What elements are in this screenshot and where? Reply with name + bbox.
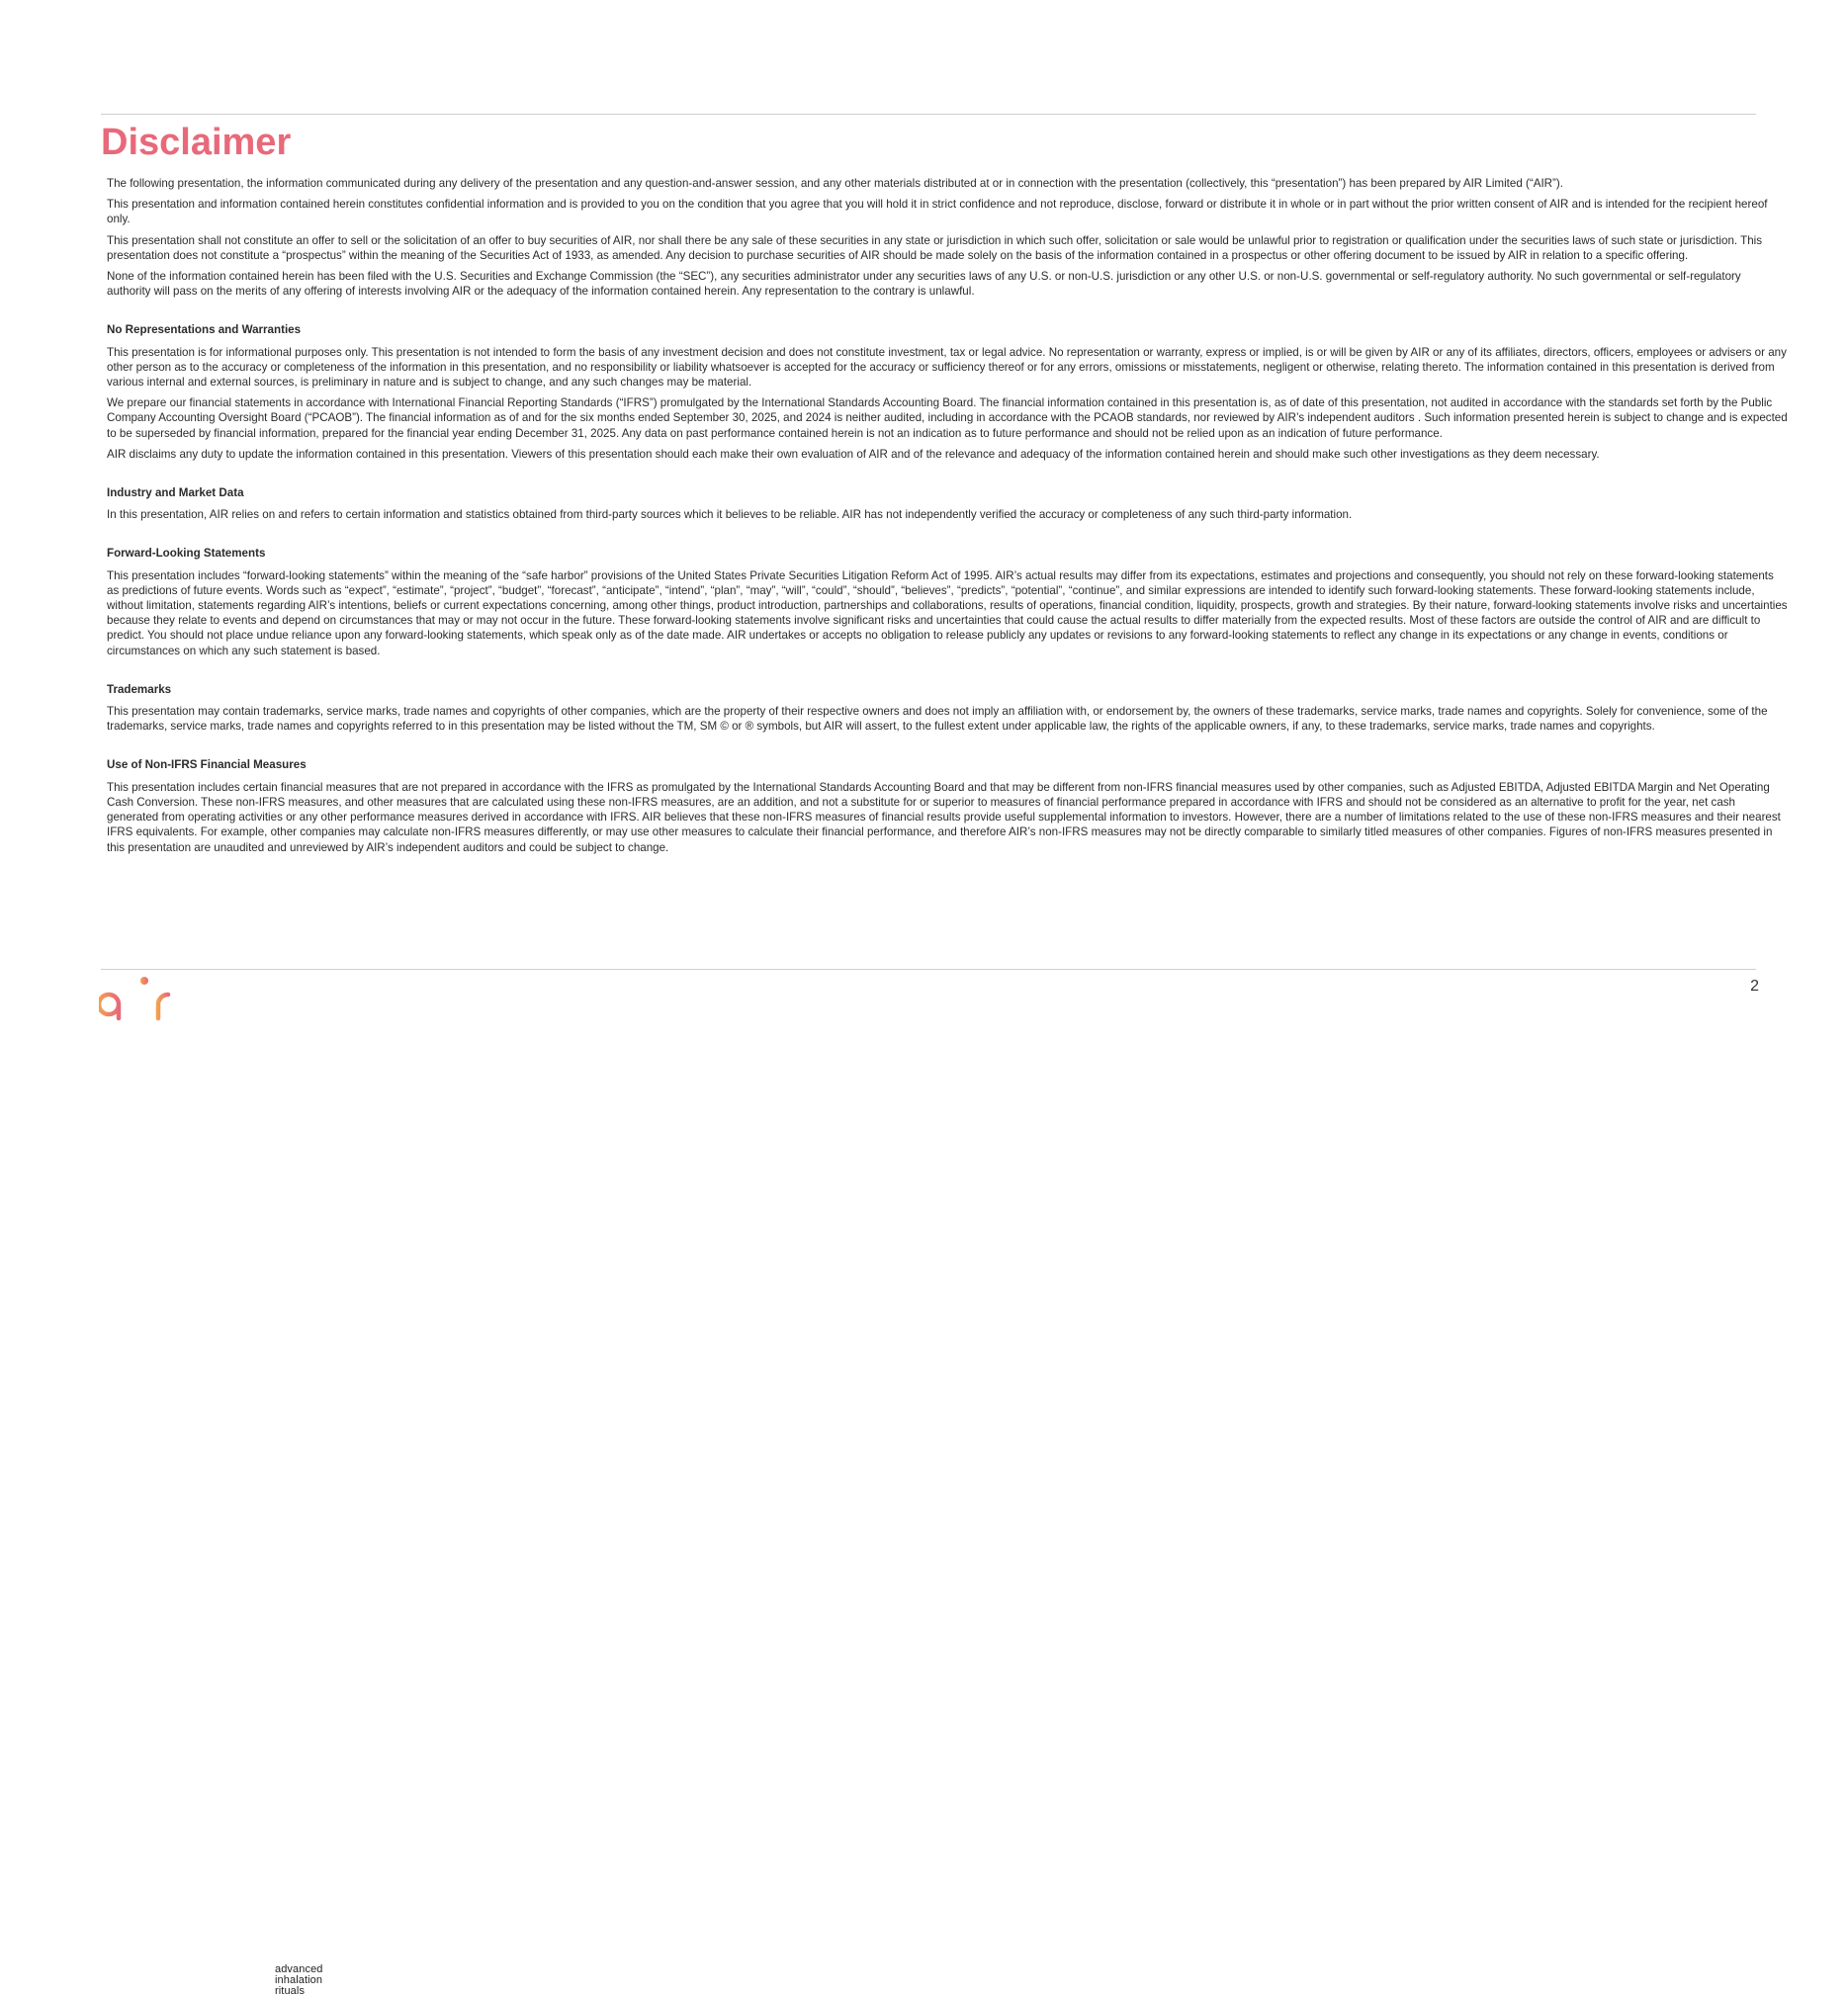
- section-industry-market-data: [107, 485, 1788, 522]
- section-heading: No Representations and Warranties: [107, 323, 302, 337]
- logo-tagline-line: advanced: [275, 1963, 323, 1975]
- bottom-divider: [101, 969, 1756, 970]
- section-heading: Use of Non-IFRS Financial Measures: [107, 758, 307, 772]
- section-paragraph: We prepare our financial statements in accordance with International Financial Reporting Standards (“IFRS”) promulgated by the International Standards Accounting Board. The financial information contained in this presentation is, as of date of this presentation, not audited in accordance with the standards set forth by the Public Company Accounting Oversight Board (“PCAOB”). The financial information as of and for the six months ended September 30, 2025, and 2024 is neither audited, including in accordance with the PCAOB standards, nor reviewed by AIR’s independent auditors . Such information presented herein is subject to change and is expected to be superseded by financial information, prepared for the financial year ending December 31, 2025. Any data on past performance contained herein is not an indication as to future performance and should not be relied upon as an indication of future performance.: [107, 396, 1788, 440]
- section-heading: Industry and Market Data: [107, 486, 244, 500]
- section-paragraph: AIR disclaims any duty to update the information contained in this presentation. Viewers of this presentation should each make their own evaluation of AIR and of the relevance and adequacy of the information contained herein and should make such other investigations as they deem necessary.: [107, 447, 1600, 461]
- page-title: Disclaimer: [101, 122, 292, 163]
- section-heading: Trademarks: [107, 682, 172, 696]
- intro-paragraph: None of the information contained herein has been filed with the U.S. Securities and Exchange Commission (the “SEC”), any securities administrator under any securities laws of any U.S. or non-U.S. jurisdiction or any other U.S. or non-U.S. governmental or self-regulatory authority. No such governmental or self-regulatory authority will pass on the merits of any offering of interests involving AIR or the adequacy of the information contained herein. Any representation to the contrary is unlawful.: [107, 270, 1741, 299]
- section-non-ifrs: [107, 757, 1788, 854]
- logo-tagline-line: inhalation: [275, 1974, 323, 1986]
- air-logo: [99, 975, 323, 1997]
- section-paragraph: This presentation is for informational purposes only. This presentation is not intended to form the basis of any investment decision and does not constitute investment, tax or legal advice. No representation or warranty, express or implied, is or will be given by AIR or any of its affiliates, directors, officers, employees or advisers or any other person as to the accuracy or completeness of the information in this presentation, and no responsibility or liability whatsoever is accepted for the accuracy or sufficiency thereof or for any errors, omissions or misstatements, negligent or otherwise, relating thereto. The information contained in this presentation is derived from various internal and external sources, is preliminary in nature and is subject to change, and any such changes may be material.: [107, 345, 1787, 390]
- section-trademarks: [107, 682, 1788, 735]
- logo-tagline-line: rituals: [275, 1985, 306, 1997]
- section-forward-looking: [107, 546, 1788, 657]
- intro-paragraph: This presentation shall not constitute an offer to sell or the solicitation of an offer to buy securities of AIR, nor shall there be any sale of these securities in any state or jurisdiction in which such offer, solicitation or sale would be unlawful prior to registration or qualification under the securities laws of such state or jurisdiction. This presentation does not constitute a “prospectus” within the meaning of the Securities Act of 1933, as amended. Any decision to purchase securities of AIR should be made solely on the basis of the information contained in a prospectus or other offering document to be issued by AIR in relation to a specific offering.: [107, 233, 1763, 262]
- section-paragraph: This presentation includes “forward-looking statements” within the meaning of the “safe harbor” provisions of the United States Private Securities Litigation Reform Act of 1995. AIR’s actual results may differ from its expectations, estimates and projections and consequently, you should not rely on these forward-looking statements as predictions of future events. Words such as “expect”, “estimate”, “project”, “budget”, “forecast”, “anticipate”, “intend”, “plan”, “may”, “will”, “could”, “should”, “believes”, “predicts”, “potential”, “continue”, and similar expressions are intended to identify such forward-looking statements. These forward-looking statements include, without limitation, statements regarding AIR’s intentions, beliefs or current expectations concerning, among other things, product introduction, partnerships and collaborations, results of operations, financial condition, liquidity, prospects, growth and strategies. By their nature, forward-looking statements involve risks and uncertainties because they relate to events and depend on circumstances that may or may not occur in the future. These forward-looking statements involve significant risks and uncertainties that could cause the actual results to differ materially from the expected results. Most of these factors are outside the control of AIR and are difficult to predict. You should not place undue reliance upon any forward-looking statements, which speak only as of the date made. AIR undertakes or accepts no obligation to release publicly any updates or revisions to any forward-looking statements to reflect any change in its expectations or any change in events, conditions or circumstances on which any such statement is based.: [107, 568, 1788, 657]
- section-paragraph: In this presentation, AIR relies on and refers to certain information and statistics obtained from third-party sources which it believes to be reliable. AIR has not independently verified the accuracy or completeness of any such third-party information.: [107, 508, 1353, 522]
- logo-tagline: [275, 1964, 323, 1997]
- section-heading: Forward-Looking Statements: [107, 547, 266, 561]
- section-no-representations: [107, 322, 1788, 462]
- disclaimer-body: [107, 176, 1788, 861]
- intro-block: [107, 176, 1788, 299]
- section-paragraph: This presentation may contain trademarks, service marks, trade names and copyrights of other companies, which are the property of their respective owners and does not imply an affiliation with, or endorsement by, the owners of these trademarks, service marks, trade names and copyrights. Solely for convenience, some of the trademarks, service marks, trade names and copyrights referred to in this presentation may be listed without the TM, SM © or ® symbols, but AIR will assert, to the fullest extent under applicable law, the rights of the applicable owners, if any, to these trademarks, service marks, trade names and copyrights.: [107, 705, 1768, 734]
- intro-paragraph: The following presentation, the information communicated during any delivery of the presentation and any question-and-answer session, and any other materials distributed at or in connection with the presentation (collectively, this “presentation”) has been prepared by AIR Limited (“AIR”).: [107, 177, 1563, 190]
- top-divider: [101, 114, 1756, 115]
- intro-paragraph: This presentation and information contained herein constitutes confidential information and is provided to you on the condition that you agree that you will hold it in strict confidence and not reproduce, disclose, forward or distribute it in whole or in part without the prior written consent of AIR and is intended for the recipient hereof only.: [107, 198, 1768, 226]
- page-number: 2: [1750, 978, 1759, 995]
- air-logo-mark: [99, 975, 178, 1024]
- section-paragraph: This presentation includes certain financial measures that are not prepared in accordance with the IFRS as promulgated by the International Standards Accounting Board and that may be different from non-IFRS financial measures used by other companies, such as Adjusted EBITDA, Adjusted EBITDA Margin and Net Operating Cash Conversion. These non-IFRS measures, and other measures that are calculated using these non-IFRS measures, are an addition, and not a substitute for or superior to measures of financial performance prepared in accordance with IFRS and should not be considered as an alternative to profit for the year, net cash generated from operating activities or any other performance measures derived in accordance with IFRS. AIR believes that these non-IFRS measures of financial results provide useful supplemental information to investors. However, there are a number of limitations related to the use of these non-IFRS measures and their nearest IFRS equivalents. For example, other companies may calculate non-IFRS measures differently, or may use other measures to calculate their financial performance, and therefore AIR’s non-IFRS measures may not be directly comparable to similarly titled measures of other companies. Figures of non-IFRS measures presented in this presentation are unaudited and unreviewed by AIR’s independent auditors and could be subject to change.: [107, 780, 1781, 854]
